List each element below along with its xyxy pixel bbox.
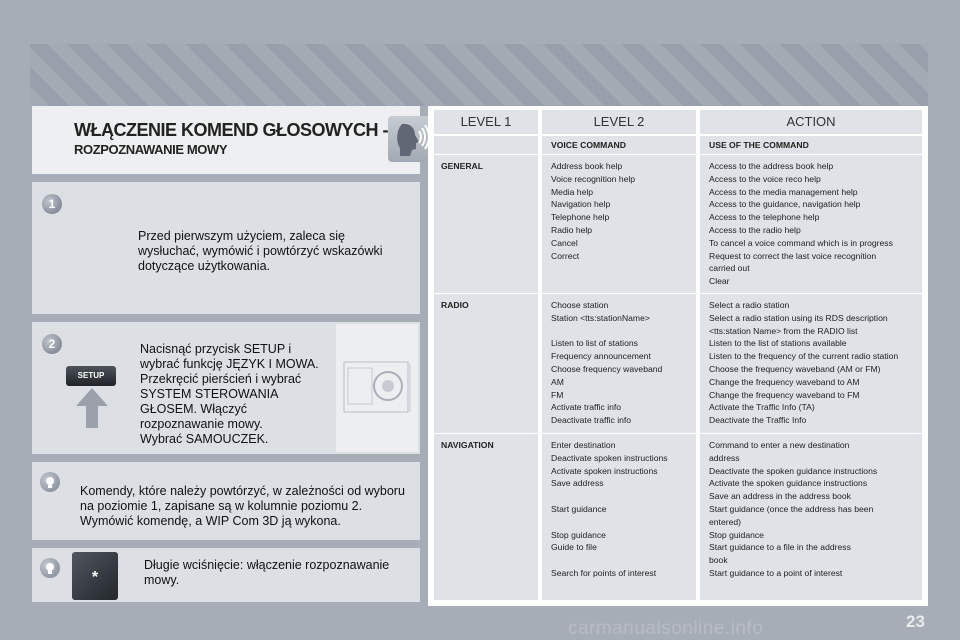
- general-level-2-commands: Address book help Voice recognition help Media help Navigation help Telephone help Radio help Cancel Correct: [551, 161, 636, 261]
- tip-2-panel: [32, 548, 420, 602]
- column-level-1: [434, 136, 538, 600]
- row-separator: [434, 154, 922, 155]
- header-action: ACTION: [700, 110, 922, 134]
- row-separator: [434, 293, 922, 294]
- tip-2-text: Długie wciśnięcie: włączenie rozpoznawanie mowy.: [144, 558, 390, 587]
- step-1-text: Przed pierwszym użyciem, zaleca się wysłuchać, wymówić i powtórzyć wskazówki dotyczące użytkowania.: [138, 229, 383, 273]
- page-number: 23: [906, 612, 925, 631]
- tip-1-text: Komendy, które należy powtórzyć, w zależności od wyboru na poziomie 1, zapisane są w kolumnie poziomu 2. Wymówić komendę, a WIP Com 3D ją wykona.: [80, 484, 405, 528]
- page-subtitle: ROZPOZNAWANIE MOWY: [74, 142, 228, 157]
- page-title: WŁĄCZENIE KOMEND GŁOSOWYCH -: [74, 120, 388, 140]
- tip-1-panel: [32, 462, 420, 540]
- category-general: GENERAL: [441, 161, 484, 171]
- lightbulb-icon: [40, 558, 60, 578]
- subheader-voice-command: VOICE COMMAND: [551, 140, 626, 150]
- setup-button: SETUP: [66, 366, 116, 386]
- lightbulb-icon: [40, 472, 60, 492]
- title-panel: [32, 106, 420, 174]
- step-1-badge: 1: [42, 194, 62, 214]
- star-key-label: *: [91, 569, 99, 586]
- category-navigation: NAVIGATION: [441, 440, 494, 450]
- step-2-badge: 2: [42, 334, 62, 354]
- watermark: carmanualsonline.info: [568, 618, 764, 639]
- subheader-use-of-command: USE OF THE COMMAND: [709, 140, 809, 150]
- setup-button-illustration: [66, 366, 118, 430]
- general-actions: Access to the address book help Access to the voice reco help Access to the media management help Access to the guidance, navigation help Access to the telephone help Access to the radio help To cancel a voice command which is in progress Request to correct the last voice recognition carried out Clear: [709, 161, 893, 287]
- navigation-level-2-commands: Enter destination Deactivate spoken instructions Activate spoken instructions Save address Start guidance Stop guidance Guide to file Search for points of interest: [551, 440, 668, 578]
- radio-unit-illustration: [336, 324, 418, 452]
- navigation-actions: Command to enter a new destination address Deactivate the spoken guidance instructions Activate the spoken guidance instructions Save an address in the address book Start guidance (once the address has been entered) Stop guidance Start guidance to a file in the address book Start guidance to a point of interest: [709, 440, 878, 578]
- header-level-1: LEVEL 1: [434, 110, 538, 134]
- voice-key-illustration: [72, 552, 118, 600]
- row-separator: [434, 433, 922, 434]
- header-band: [30, 44, 928, 106]
- radio-actions: Select a radio station Select a radio station using its RDS description <tts:station Name> from the RADIO list Listen to the list of stations available Listen to the frequency of the current radio station Choose the frequency waveband (AM or FM) Change the frequency waveband to AM Change the frequency waveband to FM Activate the Traffic Info (TA) Deactivate the Traffic Info: [709, 300, 899, 426]
- arrow-up-icon: [74, 388, 110, 428]
- radio-level-2-commands: Choose station Station <tts:stationName> Listen to list of stations Frequency announcement Choose frequency waveband AM FM Activate traffic info Deactivate traffic info: [551, 300, 663, 426]
- header-level-2: LEVEL 2: [542, 110, 696, 134]
- step-2-panel: [32, 322, 420, 454]
- category-radio: RADIO: [441, 300, 469, 310]
- step-2-text: Nacisnąć przycisk SETUP i wybrać funkcję JĘZYK I MOWA. Przekręcić pierścień i wybrać SYSTEM STEROWANIA GŁOSEM. Włączyć rozpoznawanie mowy. Wybrać SAMOUCZEK.: [140, 342, 319, 446]
- step-1-panel: [32, 182, 420, 314]
